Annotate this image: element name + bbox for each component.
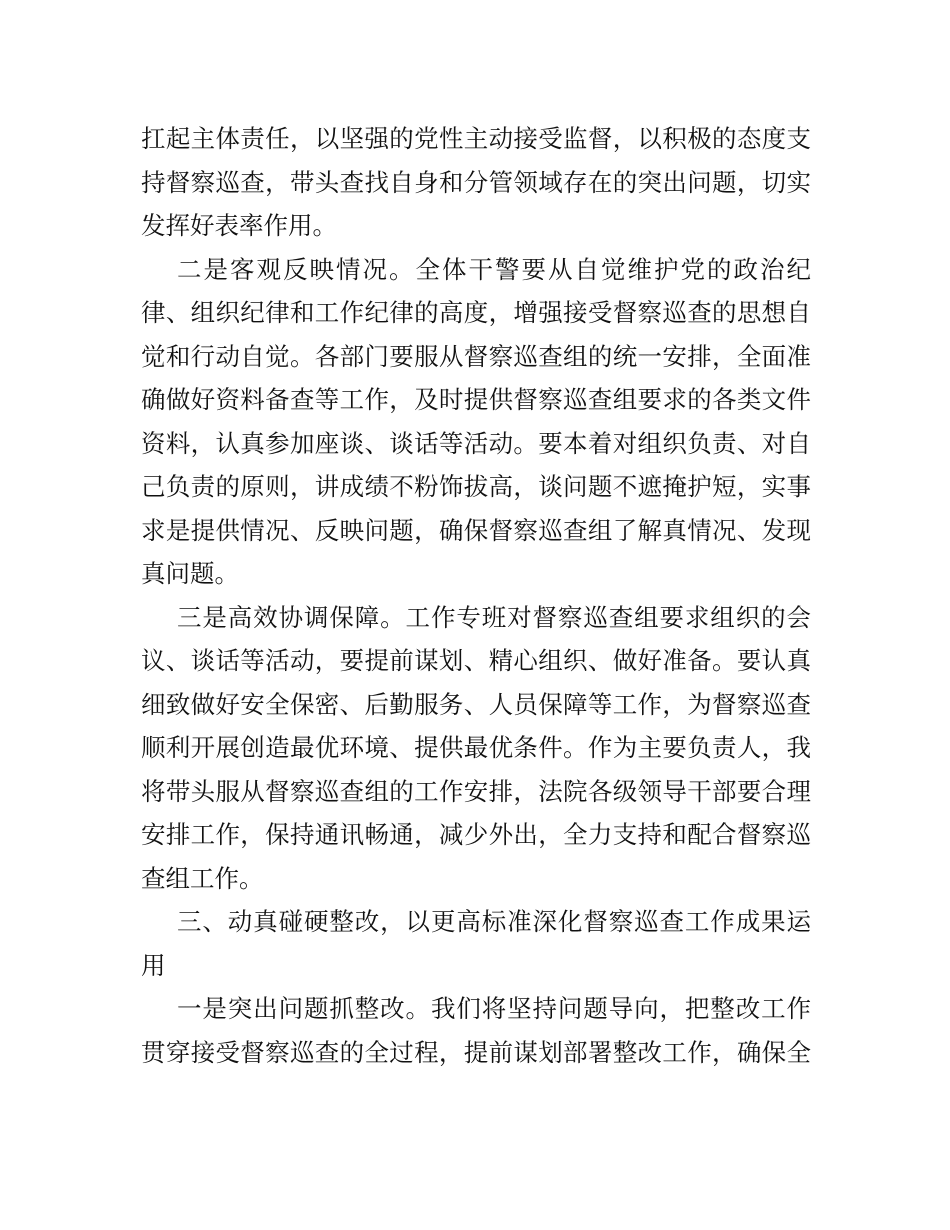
- section-heading-line: 用: [141, 950, 166, 980]
- text-line: 细致做好安全保密、后勤服务、人员保障等工作，为督察巡查: [141, 689, 811, 719]
- text-line: 律、组织纪律和工作纪律的高度，增强接受督察巡查的思想自: [141, 298, 811, 327]
- text-line: 求是提供情况、反映问题，确保督察巡查组了解真情况、发现: [141, 515, 811, 545]
- text-line: 顺利开展创造最优环境、提供最优条件。作为主要负责人，我: [141, 733, 811, 762]
- text-line: 持督察巡查，带头查找自身和分管领域存在的突出问题，切实: [141, 167, 811, 197]
- document-body: [141, 117, 811, 1074]
- paragraph-first-line: 二是客观反映情况。全体干警要从自觉维护党的政治纪: [177, 254, 811, 284]
- text-line: 议、谈话等活动，要提前谋划、精心组织、做好准备。要认真: [141, 646, 811, 675]
- text-line: 发挥好表率作用。: [141, 211, 337, 240]
- text-line: 安排工作，保持通讯畅通，减少外出，全力支持和配合督察巡: [141, 820, 811, 849]
- text-line: 真问题。: [141, 559, 239, 588]
- text-line: 查组工作。: [141, 863, 264, 893]
- paragraph-first-line: 一是突出问题抓整改。我们将坚持问题导向，把整改工作: [177, 994, 811, 1023]
- text-line: 确做好资料备查等工作，及时提供督察巡查组要求的各类文件: [141, 385, 811, 414]
- text-line: 扛起主体责任，以坚强的党性主动接受监督，以积极的态度支: [141, 124, 811, 153]
- text-line: 觉和行动自觉。各部门要服从督察巡查组的统一安排，全面准: [141, 341, 811, 371]
- text-line: 将带头服从督察巡查组的工作安排，法院各级领导干部要合理: [141, 776, 811, 806]
- text-line: 贯穿接受督察巡查的全过程，提前谋划部署整改工作，确保全: [141, 1037, 811, 1067]
- paragraph-first-line: 三是高效协调保障。工作专班对督察巡查组要求组织的会: [177, 602, 811, 632]
- text-line: 己负责的原则，讲成绩不粉饰拔高，谈问题不遮掩护短，实事: [141, 472, 811, 501]
- section-heading-line: 三、动真碰硬整改，以更高标准深化督察巡查工作成果运: [177, 907, 811, 936]
- text-line: 资料，认真参加座谈、谈话等活动。要本着对组织负责、对自: [141, 428, 811, 458]
